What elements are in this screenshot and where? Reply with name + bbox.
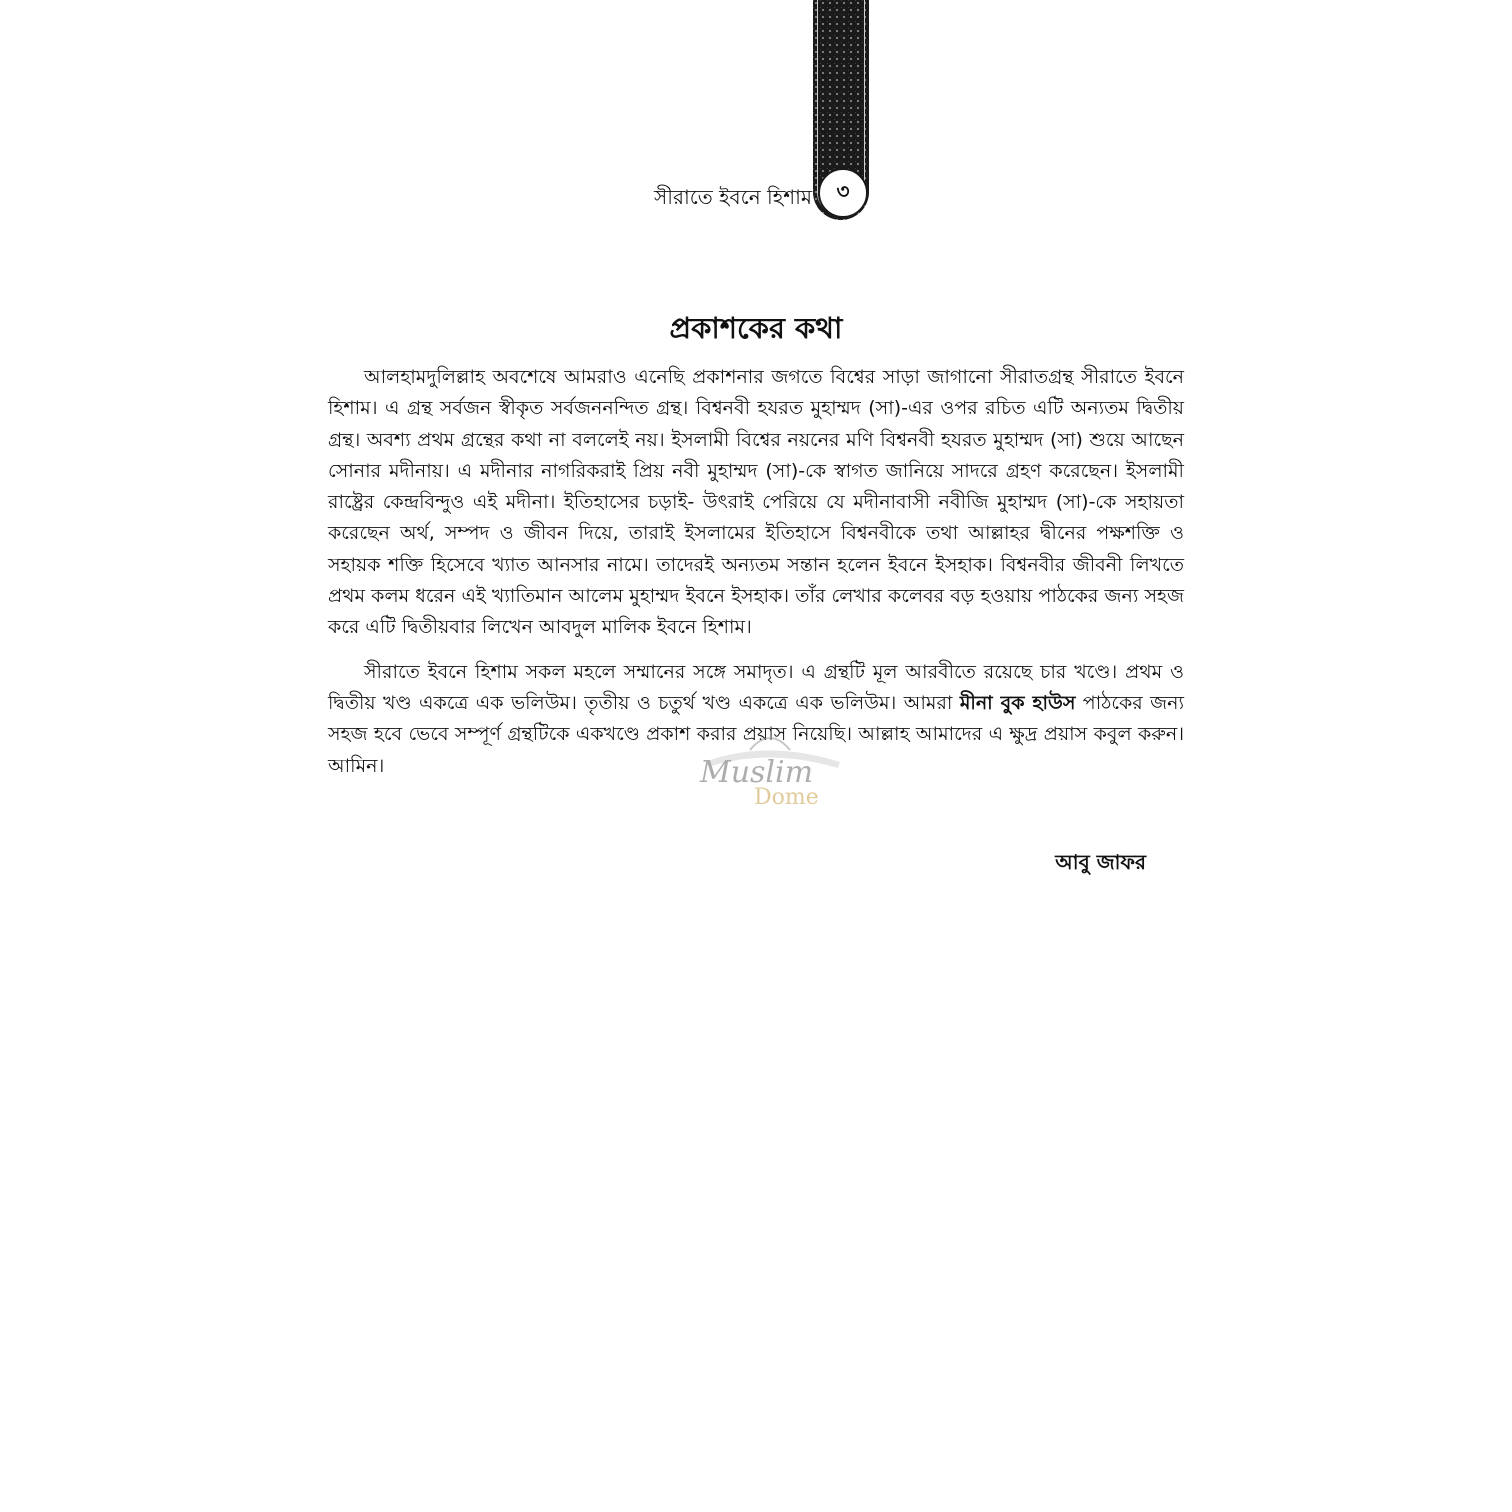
paragraph-2 [328,657,1184,782]
page-number: ৩ [836,178,850,203]
publisher-name: মীনা বুক হাউস [959,691,1076,714]
paragraph-1: আলহামদুলিল্লাহ অবশেষে আমরাও এনেছি প্রকাশনার জগতে বিশ্বের সাড়া জাগানো সীরাতগ্রন্থ সীরাতে ইবনে হিশাম। এ গ্রন্থ সর্বজন স্বীকৃত সর্বজননন্দিত গ্রন্থ। বিশ্বনবী হযরত মুহাম্মদ (সা)-এর ওপর রচিত এটি অন্যতম দ্বিতীয় গ্রন্থ। অবশ্য প্রথম গ্রন্থের কথা না বললেই নয়। ইসলামী বিশ্বের নয়নের মণি বিশ্বনবী হযরত মুহাম্মদ (সা) শুয়ে আছেন সোনার মদীনায়। এ মদীনার নাগরিকরাই প্রিয় নবী মুহাম্মদ (সা)-কে স্বাগত জানিয়ে সাদরে গ্রহণ করেছেন। ইসলামী রাষ্ট্রের কেন্দ্রবিন্দুও এই মদীনা। ইতিহাসের চড়াই- উৎরাই পেরিয়ে যে মদীনাবাসী নবীজি মুহাম্মদ (সা)-কে সহায়তা করেছেন অর্থ, সম্পদ ও জীবন দিয়ে, তারাই ইসলামের ইতিহাসে বিশ্বনবীকে তথা আল্লাহর দ্বীনের পক্ষশক্তি ও সহায়ক শক্তি হিসেবে খ্যাত আনসার নামে। তাদেরই অন্যতম সন্তান হলেন ইবনে ইসহাক। বিশ্বনবীর জীবনী লিখতে প্রথম কলম ধরেন এই খ্যাতিমান আলেম মুহাম্মদ ইবনে ইসহাক। তাঁর লেখার কলেবর বড় হওয়ায় পাঠকের জন্য সহজ করে এটি দ্বিতীয়বার লিখেন আবদুল মালিক ইবনে হিশাম। [328,366,1184,639]
page-heading: প্রকাশকের কথা [669,311,843,345]
paragraph-2-text-end: পাঠকের জন্য সহজ হবে ভেবে সম্পূর্ণ গ্রন্থটিকে একখণ্ডে প্রকাশ করার প্রয়াস নিয়েছি। আল্লাহ আমাদের এ ক্ষুদ্র প্রয়াস কবুল করুন। আমিন। [328,691,1185,777]
running-title: সীরাতে ইবনে হিশাম [654,185,812,209]
body-text [328,362,1184,782]
watermark-text-muslim: Muslim [700,755,814,790]
page-number-badge [818,168,868,218]
watermark-text-dome: Dome [754,785,819,810]
signature: আবু জাফর [1055,850,1146,874]
paragraph-2-text-start: সীরাতে ইবনে হিশাম সকল মহলে সম্মানের সঙ্গে সমাদৃত। এ গ্রন্থটি মূল আরবীতে রয়েছে চার খণ্ডে। প্রথম ও দ্বিতীয় খণ্ড একত্রে এক ভলিউম। তৃতীয় ও চতুর্থ খণ্ড একত্রে এক ভলিউম। আমরা [328,660,1184,714]
